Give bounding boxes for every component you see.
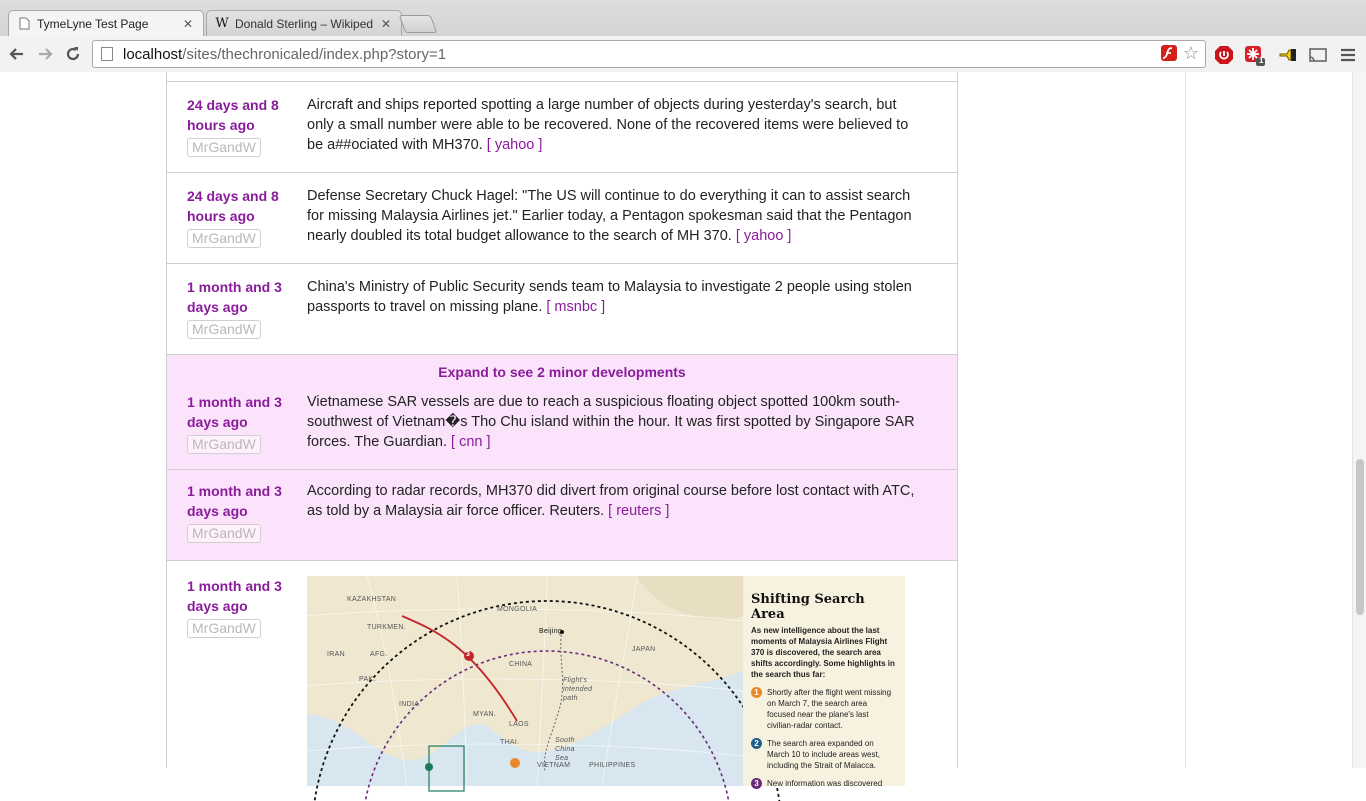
pin-icon[interactable] bbox=[1278, 45, 1298, 65]
legend-text: The search area expanded on March 10 to include areas west, including the Strait of Malacca. bbox=[767, 739, 880, 770]
legend-number: 1 bbox=[751, 687, 762, 698]
close-icon[interactable]: ✕ bbox=[380, 16, 392, 31]
expand-minor-link[interactable]: Expand to see 2 minor developments bbox=[438, 364, 686, 380]
reload-icon bbox=[65, 46, 81, 62]
entry-time[interactable]: 1 month and 3 days ago bbox=[187, 394, 282, 430]
legend-item bbox=[751, 778, 897, 789]
minor-entry bbox=[167, 355, 957, 470]
map-label: INDIA bbox=[399, 701, 420, 708]
sidebar-border bbox=[1185, 72, 1186, 768]
legend-text: Shortly after the flight went missing on March 7, the search area focused near the plane's last civilian-radar contact. bbox=[767, 688, 892, 730]
entry-meta bbox=[187, 186, 297, 248]
entry-body bbox=[307, 392, 922, 452]
map-label: AFG. bbox=[370, 651, 388, 658]
new-tab-button[interactable] bbox=[399, 15, 438, 33]
map-label: South China Sea bbox=[555, 737, 575, 762]
entry-text: According to radar records, MH370 did divert from original course before lost contact with ATC, as told by a Malaysia air force officer. Reuters. bbox=[307, 483, 915, 519]
map-label: Beijing bbox=[539, 628, 563, 635]
address-bar[interactable] bbox=[92, 40, 1206, 68]
entry-time[interactable]: 24 days and 8 hours ago bbox=[187, 97, 279, 133]
flash-icon[interactable] bbox=[1161, 45, 1177, 61]
arrow-left-icon bbox=[9, 46, 25, 62]
entry-meta bbox=[187, 277, 297, 339]
map-label: LAOS bbox=[509, 721, 529, 728]
timeline-entry bbox=[167, 173, 957, 264]
map-label: TURKMEN. bbox=[367, 624, 406, 631]
map-label: VIETNAM bbox=[537, 762, 571, 769]
legend-text: New information was discovered bbox=[767, 779, 883, 788]
entry-meta bbox=[187, 95, 297, 157]
map-label: MONGOLIA bbox=[497, 606, 538, 613]
entry-time[interactable]: 1 month and 3 days ago bbox=[187, 279, 282, 315]
source-link[interactable]: [ msnbc ] bbox=[546, 299, 606, 315]
page-icon bbox=[17, 17, 31, 31]
legend-number: 3 bbox=[751, 778, 762, 789]
tab-strip bbox=[0, 0, 1366, 36]
arrow-right-icon bbox=[37, 46, 53, 62]
entry-text: Aircraft and ships reported spotting a large number of objects during yesterday's search, but only a small number were able to be recovered. None of the recovered items were believed to be a##ociated with MH370. bbox=[307, 97, 909, 153]
close-icon[interactable]: ✕ bbox=[182, 16, 194, 31]
tab-title: TymeLyne Test Page bbox=[37, 16, 149, 31]
source-link[interactable]: [ cnn ] bbox=[451, 434, 491, 450]
source-link[interactable]: [ reuters ] bbox=[608, 503, 670, 519]
entry-meta bbox=[187, 576, 297, 638]
bookmark-star-icon[interactable]: ☆ bbox=[1182, 43, 1199, 63]
map-label: PHILIPPINES bbox=[589, 762, 636, 769]
tab-title: Donald Sterling – Wikiped bbox=[235, 16, 374, 31]
page-viewport bbox=[0, 72, 1366, 788]
back-button[interactable] bbox=[5, 42, 29, 66]
entry-time[interactable]: 24 days and 8 hours ago bbox=[187, 188, 279, 224]
map-label: CHINA bbox=[509, 661, 533, 668]
entry-text: China's Ministry of Public Security sends team to Malaysia to investigate 2 people using stolen passports to travel on missing plane. bbox=[307, 279, 912, 315]
user-badge[interactable]: MrGandW bbox=[187, 619, 261, 638]
scrollbar[interactable] bbox=[1352, 72, 1366, 768]
url-path: /sites/thechronicaled/index.php?story=1 bbox=[182, 45, 447, 63]
timeline-entry bbox=[167, 561, 957, 801]
tab-wikipedia[interactable] bbox=[206, 10, 402, 36]
entry-time[interactable]: 1 month and 3 days ago bbox=[187, 483, 282, 519]
source-link[interactable]: [ yahoo ] bbox=[486, 137, 543, 153]
entry-body bbox=[307, 277, 922, 317]
scrollbar-thumb[interactable] bbox=[1356, 459, 1364, 615]
adblock-icon[interactable] bbox=[1214, 45, 1234, 65]
wikipedia-icon: W bbox=[215, 16, 229, 31]
column-border bbox=[957, 72, 958, 768]
map-label: IRAN bbox=[327, 651, 345, 658]
timeline-entry bbox=[167, 264, 957, 355]
map-legend bbox=[743, 576, 905, 786]
cast-icon[interactable] bbox=[1308, 45, 1328, 65]
user-badge[interactable]: MrGandW bbox=[187, 320, 261, 339]
search-area-map bbox=[307, 576, 905, 786]
timeline-entry bbox=[167, 72, 957, 82]
map-label: KAZAKHSTAN bbox=[347, 596, 397, 603]
map-title: Shifting Search Area bbox=[751, 592, 865, 622]
reload-button[interactable] bbox=[61, 42, 85, 66]
tab-tymelyne[interactable] bbox=[8, 10, 204, 36]
entry-text: Vietnamese SAR vessels are due to reach a suspicious floating object spotted 100km south-southwest of Vietnam�s Tho Chu island within the hour. It was first spotted by Singapore SAR forces. The Guardian. bbox=[307, 394, 915, 450]
source-link[interactable]: [ yahoo ] bbox=[735, 228, 792, 244]
page-icon bbox=[101, 47, 113, 61]
entry-meta bbox=[187, 392, 297, 454]
map-label: THAI. bbox=[500, 739, 520, 746]
map-label: Flight's intended path bbox=[563, 677, 593, 702]
map-label: PAK. bbox=[359, 676, 376, 683]
user-badge[interactable]: MrGandW bbox=[187, 138, 261, 157]
extension-badge-icon[interactable] bbox=[1244, 45, 1264, 65]
menu-icon[interactable] bbox=[1338, 45, 1358, 65]
extension-badge-count: 1 bbox=[1259, 56, 1264, 65]
legend-item bbox=[751, 738, 897, 771]
url-host: localhost bbox=[123, 45, 183, 63]
map-label: MYAN. bbox=[473, 711, 497, 718]
minor-entry bbox=[167, 470, 957, 561]
user-badge[interactable]: MrGandW bbox=[187, 229, 261, 248]
legend-item bbox=[751, 687, 897, 731]
legend-number: 2 bbox=[751, 738, 762, 749]
route-marker: 3 bbox=[466, 651, 470, 658]
entry-time[interactable]: 1 month and 3 days ago bbox=[187, 578, 282, 614]
user-badge[interactable]: MrGandW bbox=[187, 524, 261, 543]
map-label: JAPAN bbox=[632, 646, 656, 653]
timeline-entry bbox=[167, 82, 957, 173]
entry-body bbox=[307, 186, 922, 246]
entry-meta bbox=[187, 481, 297, 543]
forward-button[interactable] bbox=[33, 42, 57, 66]
entry-body bbox=[307, 95, 922, 155]
toolbar bbox=[0, 36, 1366, 72]
map-intro: As new intelligence about the last moments of Malaysia Airlines Flight 370 is discovered, the search area shifts accordingly. Some highlights in the search thus far: bbox=[751, 626, 895, 679]
browser-chrome bbox=[0, 0, 1366, 72]
entry-text: Defense Secretary Chuck Hagel: "The US will continue to do everything it can to assist search for missing Malaysia Airlines jet." Earlier today, a Pentagon spokesman said that the Pentagon nearly doubled its total budget allowance to the search of MH 370. bbox=[307, 188, 912, 244]
entry-body bbox=[307, 481, 932, 521]
user-badge[interactable]: MrGandW bbox=[187, 435, 261, 454]
